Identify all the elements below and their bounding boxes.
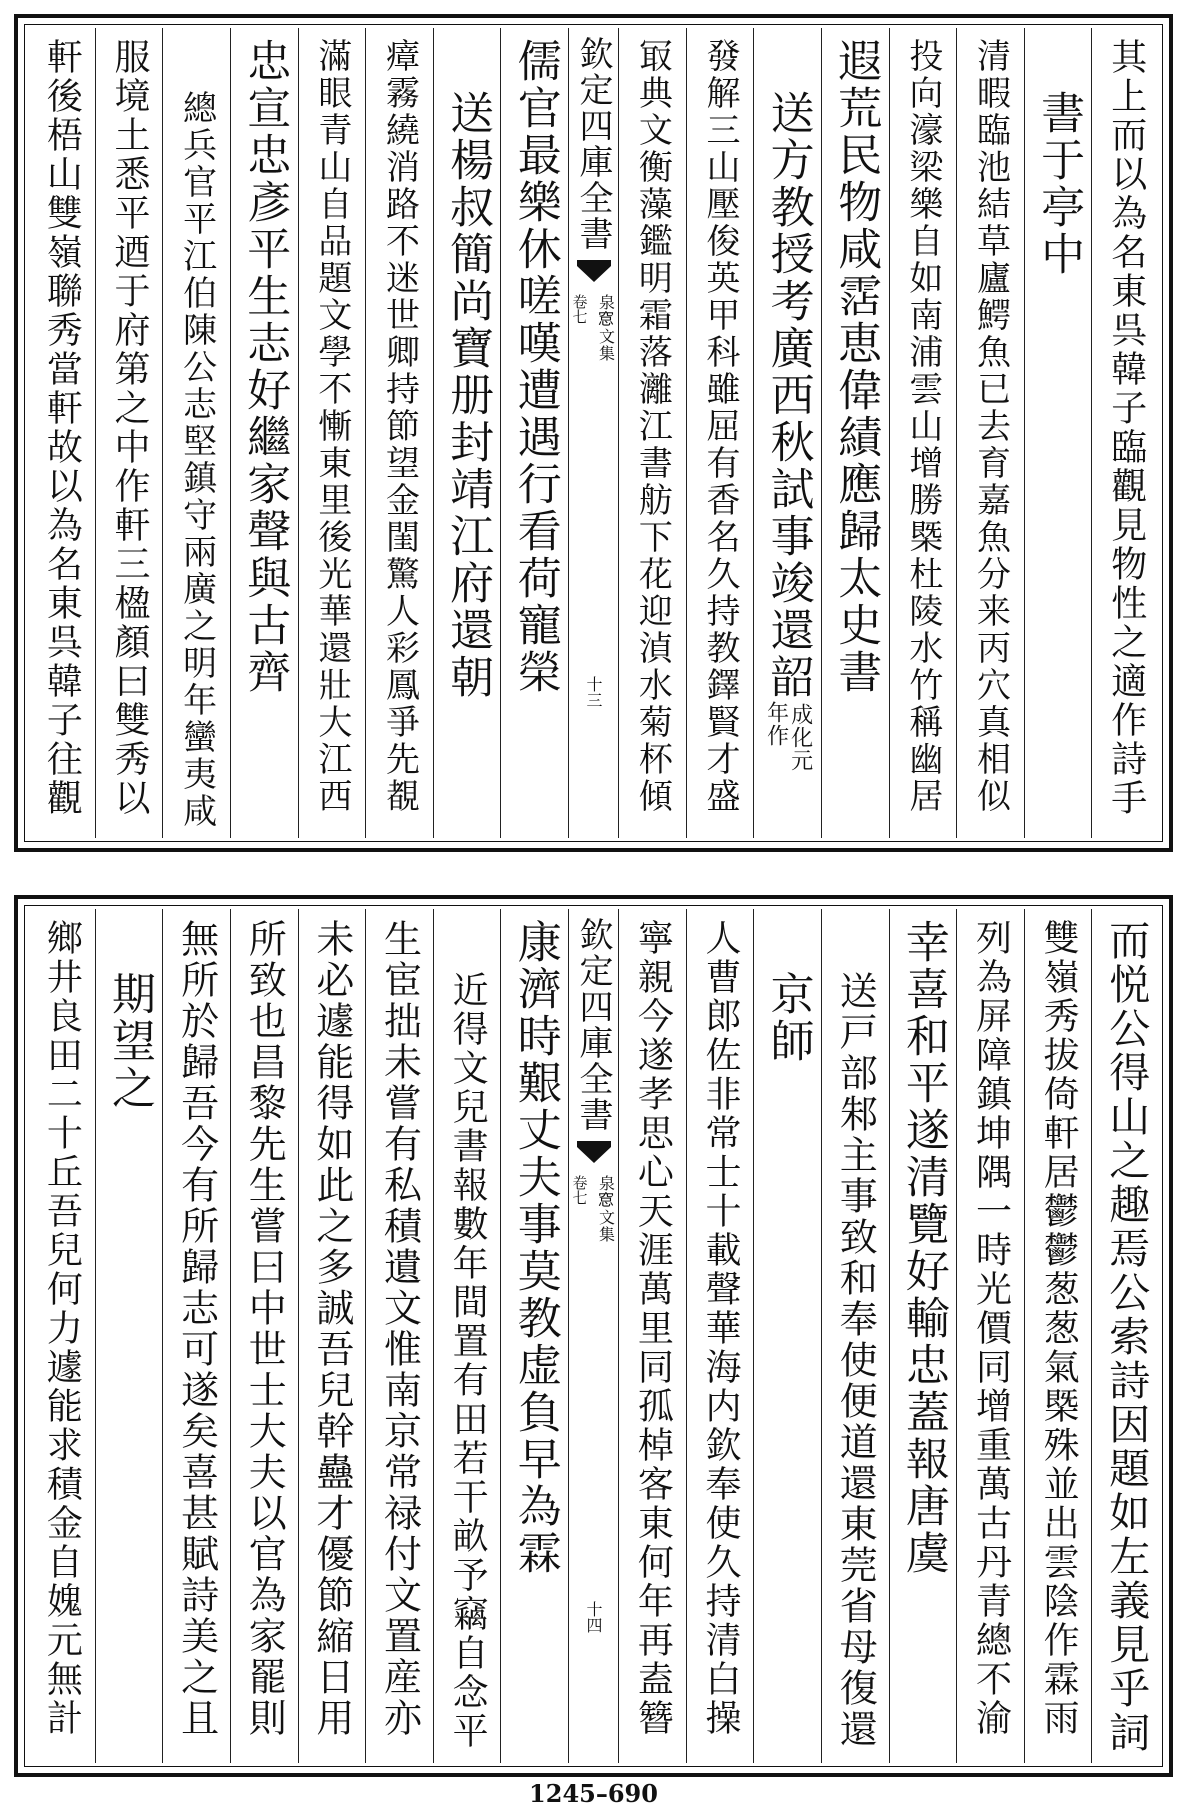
text-column: [889, 28, 957, 838]
column-text: 所致也昌黎先生嘗曰中世士大夫以官為家罷則: [242, 919, 287, 1739]
gutter-subtitle: [570, 294, 618, 362]
column-text: 投向濠梁樂自如南浦雲山增勝槩杜陵水竹稱幽居: [902, 38, 943, 815]
text-column: [433, 909, 501, 1763]
column-text: 送楊叔簡尚寶册封靖江府還朝: [442, 90, 494, 701]
column-text: 鄉井良田二十丘吾兒何力遽能求積金自媿元無計: [41, 919, 83, 1738]
column-text: 冣典文衡藻鑑明霜落灕江書舫下花迎湞水菊杯傾: [632, 38, 673, 815]
column-text: 而悦公得山之趣焉公索詩因題如左義見乎詞: [1102, 919, 1151, 1755]
text-column: [433, 28, 501, 838]
column-text: 送方教授考廣西秋試事竣還韶: [762, 90, 814, 701]
column-text: 遐荒民物咸霑恵偉績應歸太史書: [830, 38, 882, 696]
gutter-title: 欽定四庫全書: [573, 36, 613, 252]
gutter-subtitle: [570, 1175, 618, 1243]
column-text: 近得文兒書報數年間置有田若干畝予竊自念平: [447, 971, 489, 1751]
text-column: [365, 28, 433, 838]
text-column: [162, 909, 230, 1763]
text-column: [618, 28, 686, 838]
column-text: 總兵官平江伯陳公志堅鎮守兩廣之明年蠻夷咸: [176, 90, 217, 830]
interlinear-note: [765, 701, 811, 772]
text-column: [365, 909, 433, 1763]
text-column: [821, 28, 889, 838]
gutter-page-number: 十四: [584, 1601, 603, 1633]
column-text: 期望之: [103, 971, 155, 1112]
column-text: 康濟時艱丈夫事莫教虚負早為霖: [509, 919, 561, 1577]
note-line: 成化元: [787, 703, 813, 772]
top-page-half: [14, 14, 1173, 852]
text-column: [500, 909, 568, 1763]
text-column: [1024, 909, 1092, 1763]
column-text: 京師: [762, 971, 814, 1065]
column-text: 寧親今遂孝思心天涯萬里同孤棹客東何年再盍簪: [632, 919, 674, 1738]
column-text: 儒官最樂休嗟嘆遭遇行看荷寵榮: [509, 38, 561, 696]
text-column: [956, 28, 1024, 838]
gutter-title: 欽定四庫全書: [573, 917, 613, 1133]
gutter-volume: 卷七: [570, 294, 589, 324]
text-column: [821, 909, 889, 1763]
gutter-page-number: 十三: [584, 676, 603, 708]
column-text: 無所於歸吾今有所歸志可遂矣喜甚賦詩美之且: [174, 919, 219, 1739]
text-column: [686, 28, 754, 838]
column-text: 雙嶺秀拔倚軒居鬱鬱葱葱氣槩殊並出雲陰作霖雨: [1038, 919, 1080, 1738]
column-text: 忠宣忠彥平生志好繼家聲與古齊: [239, 38, 291, 696]
gutter-volume: 卷七: [570, 1175, 589, 1205]
note-line: 年作: [763, 701, 789, 747]
text-column: [28, 28, 95, 838]
column-text: 未必遽能得如此之多誠吾兒幹蠱才優節縮日用: [309, 919, 354, 1739]
column-text: 發解三山壓俊英甲科雖屈有香名久持教鐸賢才盛: [699, 38, 740, 815]
text-column: [95, 909, 163, 1763]
text-column: [1091, 909, 1159, 1763]
column-text: 書于亭中: [1033, 90, 1085, 278]
text-column: [298, 28, 366, 838]
text-column: [753, 28, 821, 838]
text-column: [889, 909, 957, 1763]
column-text: 幸喜和平遂清覽好輸忠蓋報唐虞: [897, 919, 949, 1577]
text-column: [618, 909, 686, 1763]
text-column: [162, 28, 230, 838]
text-column: [753, 909, 821, 1763]
column-text: 軒後梧山雙嶺聯秀當軒故以為名東呉韓子往觀: [41, 38, 83, 818]
text-column: [500, 28, 568, 838]
column-text: 送戸部邾主事致和奉使便道還東莞省母復還: [833, 971, 878, 1750]
center-gutter: [568, 909, 618, 1763]
top-columns: [28, 28, 1159, 838]
column-text: 列為屏障鎮坤隅一時光價同增重萬古丹青總不渝: [970, 919, 1012, 1738]
column-text: 服境土悉平迺于府第之中作軒三楹顏曰雙秀以: [108, 38, 150, 818]
text-column: [28, 909, 95, 1763]
column-text: 滿眼青山自品題文學不慚東里後光華還壯大江西: [311, 38, 352, 815]
text-column: [95, 28, 163, 838]
bottom-page-half: [14, 895, 1173, 1777]
column-text: 清暇臨池結草廬鰐魚已去育嘉魚分来丙穴真相似: [970, 38, 1011, 815]
center-gutter: [568, 28, 618, 838]
column-text: 瘴霧繞消路不迷世卿持節望金閨驚人彩鳳爭先覩: [379, 38, 420, 815]
column-text: 其上而以為名東呉韓子臨觀見物性之適作詩手: [1105, 38, 1147, 818]
text-column: [956, 909, 1024, 1763]
text-column: [686, 909, 754, 1763]
fish-tail-mark-icon: [577, 1139, 611, 1165]
gutter-collection: 泉𥦗文集: [596, 1175, 616, 1243]
text-column: [230, 28, 298, 838]
gutter-collection: 泉𥦗文集: [596, 294, 616, 362]
text-column: [230, 909, 298, 1763]
text-column: [298, 909, 366, 1763]
bottom-columns: [28, 909, 1159, 1763]
text-column: [1024, 28, 1092, 838]
page-number: 1245–690: [529, 1779, 658, 1808]
text-column: [1091, 28, 1159, 838]
column-text: 人曹郎佐非常士十載聲華海内欽奉使久持清白操: [699, 919, 741, 1738]
fish-tail-mark-icon: [577, 258, 611, 284]
column-text: 生宦拙未嘗有私積遺文惟南京常禄付文置産亦: [377, 919, 422, 1739]
